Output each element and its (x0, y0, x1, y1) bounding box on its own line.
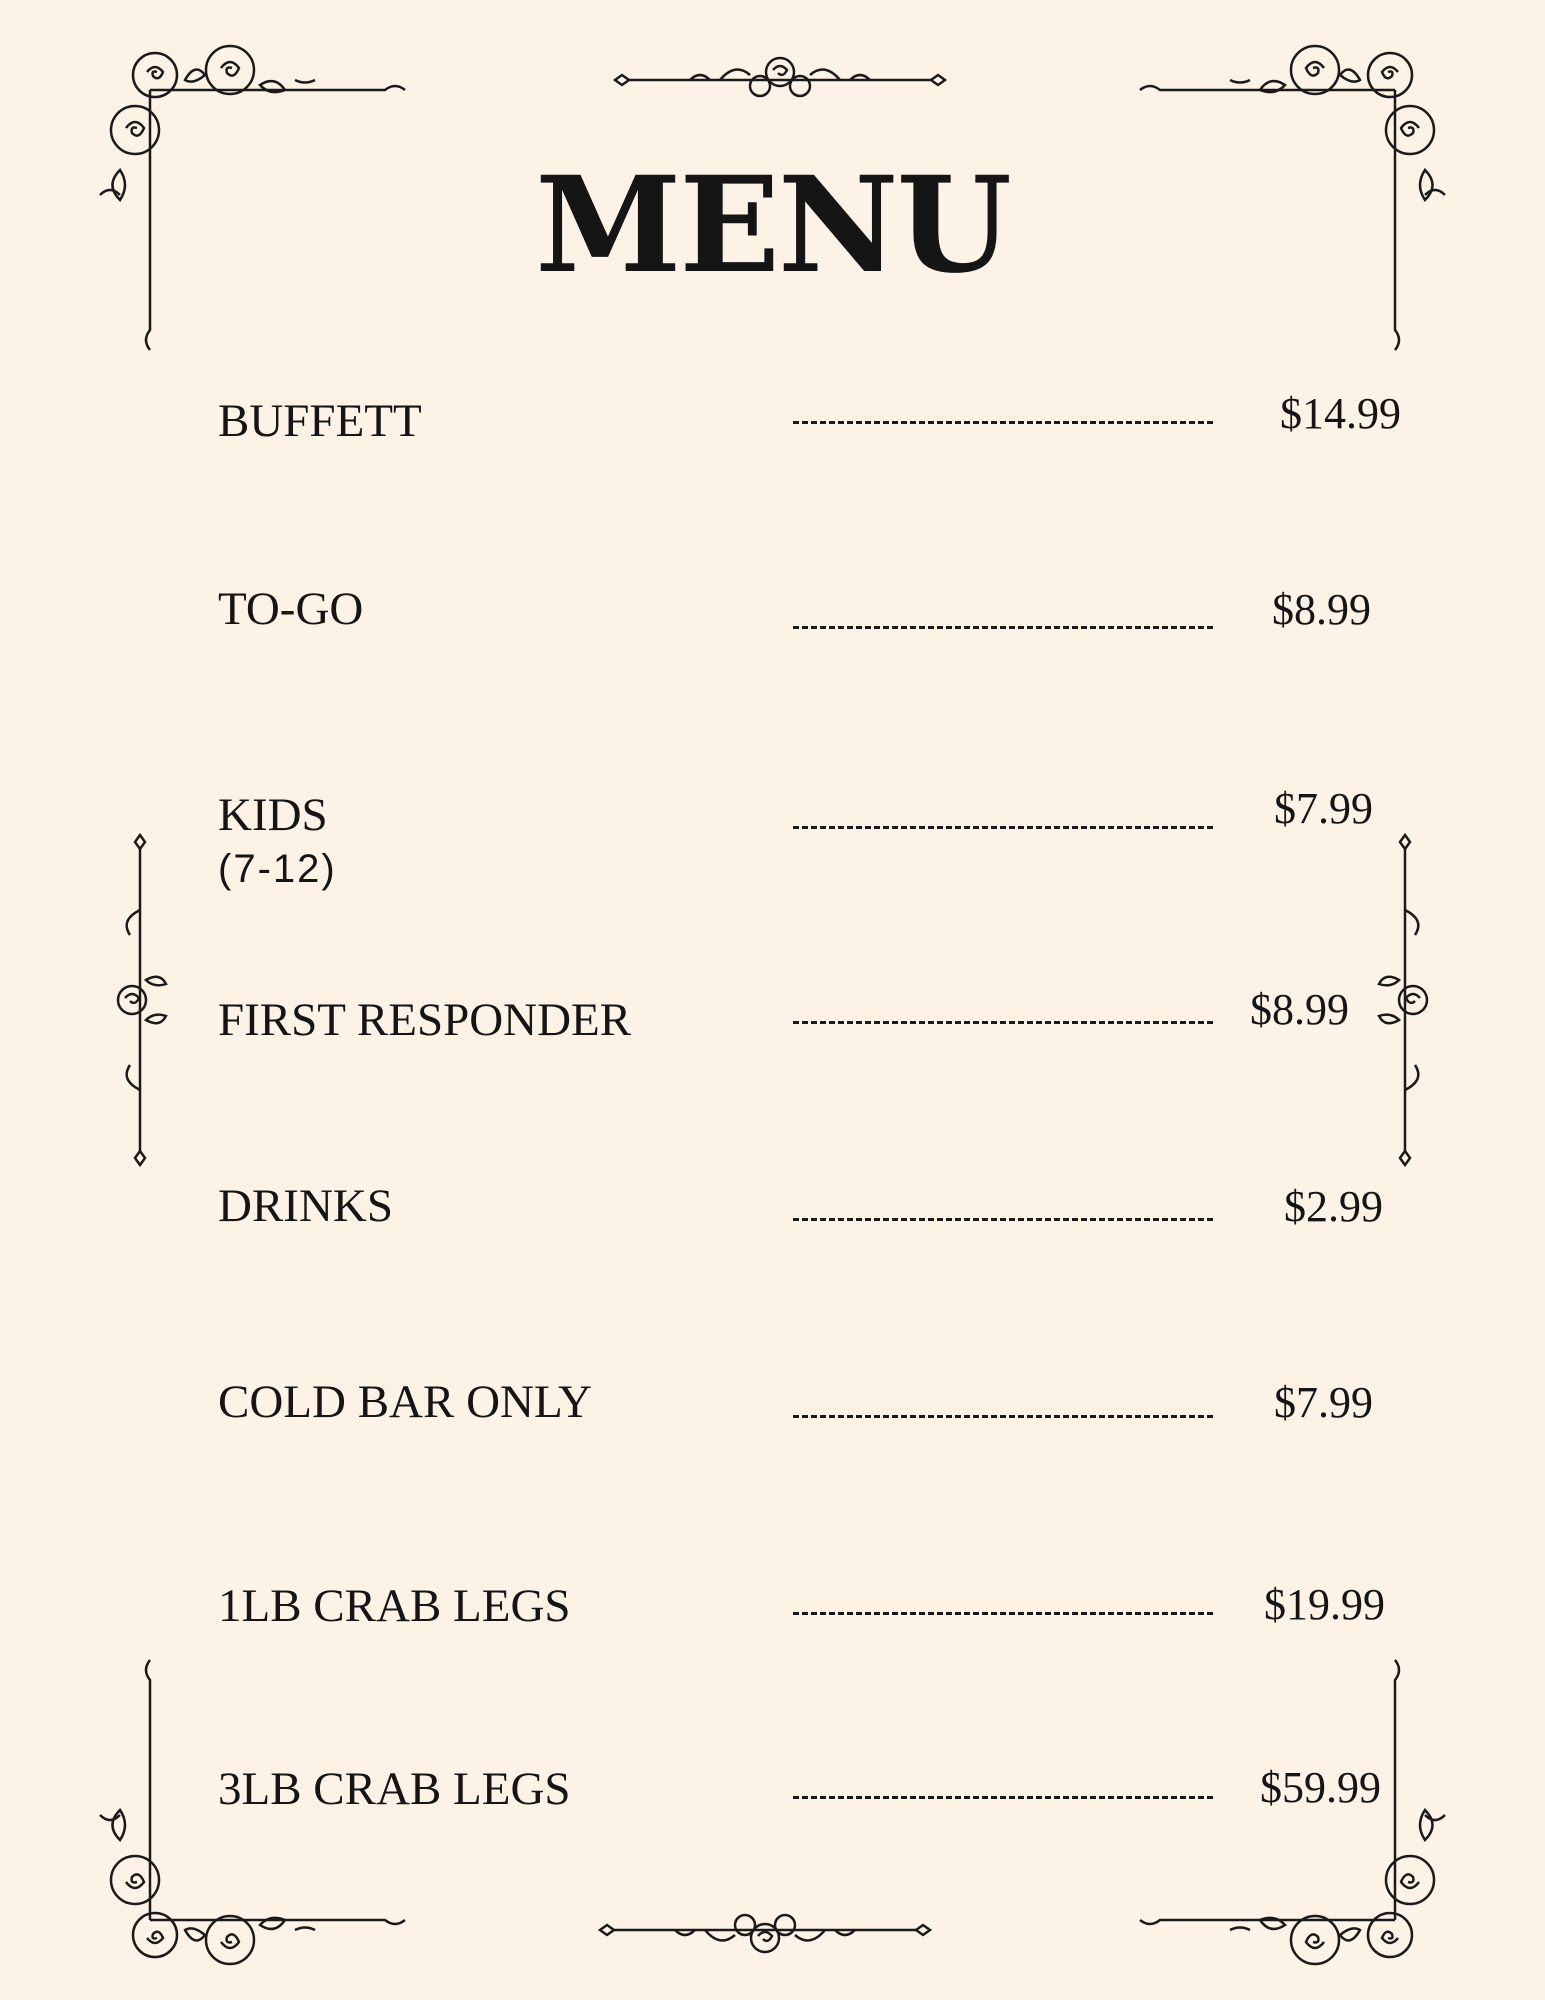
item-subtitle: (7-12) (218, 847, 337, 891)
item-price: $8.99 (1250, 985, 1349, 1034)
item-name: TO-GO (218, 583, 364, 635)
dotted-leader (793, 1218, 1213, 1221)
item-price: $7.99 (1274, 1378, 1373, 1427)
rose-corner-bottom-right-icon (1130, 1670, 1450, 1970)
item-name: 3LB CRAB LEGS (218, 1763, 571, 1815)
item-price: $8.99 (1272, 585, 1371, 634)
dotted-leader (793, 1612, 1213, 1615)
item-price: $14.99 (1280, 389, 1401, 438)
item-name: 1LB CRAB LEGS (218, 1580, 571, 1632)
item-name: COLD BAR ONLY (218, 1376, 592, 1428)
menu-title: MENU (535, 148, 1010, 303)
dotted-leader (793, 421, 1213, 424)
dotted-leader (793, 826, 1213, 829)
dotted-leader (793, 626, 1213, 629)
item-price: $7.99 (1274, 784, 1373, 833)
dotted-leader (793, 1021, 1213, 1024)
item-price: $59.99 (1260, 1763, 1381, 1812)
rose-flourish-bottom-icon (595, 1905, 935, 1965)
item-name: KIDS (218, 789, 328, 841)
dotted-leader (793, 1415, 1213, 1418)
dotted-leader (793, 1796, 1213, 1799)
rose-flourish-left-icon (110, 830, 170, 1170)
rose-flourish-top-icon (610, 50, 950, 110)
item-price: $2.99 (1284, 1182, 1383, 1231)
rose-flourish-right-icon (1375, 830, 1435, 1170)
item-price: $19.99 (1264, 1580, 1385, 1629)
item-name: BUFFETT (218, 395, 422, 447)
item-name: DRINKS (218, 1180, 393, 1232)
rose-corner-bottom-left-icon (95, 1670, 415, 1970)
item-name: FIRST RESPONDER (218, 994, 632, 1046)
